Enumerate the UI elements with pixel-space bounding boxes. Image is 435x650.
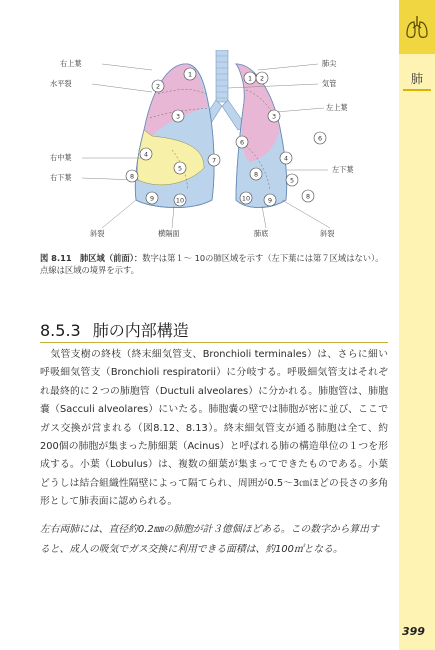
segment-number: 2 xyxy=(259,74,265,83)
segment-number: 3 xyxy=(271,112,277,121)
segment-number: 6 xyxy=(239,138,245,147)
page-number: 399 xyxy=(402,625,425,638)
segment-number: 4 xyxy=(143,150,149,159)
segment-number: 1 xyxy=(187,70,193,79)
tab-divider xyxy=(403,89,431,91)
segment-number: 10 xyxy=(175,196,185,205)
tab-cap xyxy=(399,0,435,54)
label-oblique-fissure-right: 斜裂 xyxy=(90,229,105,238)
segment-number: 2 xyxy=(155,82,161,91)
label-horizontal-fissure: 水平裂 xyxy=(50,79,72,88)
label-trachea: 気管 xyxy=(322,79,337,88)
body-paragraph xyxy=(40,346,388,512)
segment-number: 5 xyxy=(289,176,295,185)
label-apex: 肺尖 xyxy=(322,59,337,68)
note-paragraph xyxy=(40,520,388,560)
segment-number: 3 xyxy=(175,112,181,121)
segment-number: 9 xyxy=(267,196,273,205)
segment-number: 4 xyxy=(283,154,289,163)
segment-number: 6 xyxy=(317,134,323,143)
label-right-middle-lobe: 右中葉 xyxy=(50,153,72,162)
segment-number: 9 xyxy=(149,194,155,203)
figure-caption xyxy=(40,252,388,276)
label-diaphragmatic-surface: 横隔面 xyxy=(158,229,180,238)
label-lung-base: 肺底 xyxy=(254,229,269,238)
label-left-upper-lobe: 左上葉 xyxy=(326,103,348,112)
side-tab-label: 肺 xyxy=(410,72,423,86)
segment-number: 10 xyxy=(241,194,251,203)
side-tab xyxy=(399,0,435,650)
note-text: 左右両肺には、直径約0.2㎜の肺胞が計３億個ほどある。この数字から算出すると、成人の吸気でガス交換に利用できる面積は、約100㎡となる。 xyxy=(40,524,379,555)
label-right-upper-lobe: 右上葉 xyxy=(60,59,82,68)
segment-number: 1 xyxy=(247,74,253,83)
section-title xyxy=(40,318,189,341)
title-rule xyxy=(40,342,388,343)
body-text: 気管支樹の終枝（終末細気管支、Bronchioli terminales）は、さらに細い呼吸細気管支（Bronchioli respiratorii）に分岐する。呼吸細気管支はそれぞれ最終的に２つの肺胞管（Ductuli alveolares）に分かれる。肺胞管は、肺胞嚢（Sacculi alveolares）にいたる。肺胞嚢の壁では肺胞が密に並び、ここでガス交換が営まれる（図8.12、8.13）。終末細気管支が通る肺胞は全て、約200個の肺胞が集まった肺細葉（Acinus）と呼ばれる肺の構造単位の１つを形成する。小葉（Lobulus）は、複数の細葉が集まってできたものである。小葉どうしは結合組織性隔壁によって隔てられ、周囲が0.5～3㎝ほどの長さの多角形として肺表面に認められる。 xyxy=(40,349,388,508)
segment-number: 8 xyxy=(253,170,259,179)
section-heading: 肺の内部構造 xyxy=(92,321,189,340)
segment-number: 8 xyxy=(305,192,311,201)
lungs-icon xyxy=(403,13,431,41)
section-number: 8.5.3 xyxy=(40,321,81,340)
lung-segments-figure xyxy=(40,50,370,246)
label-right-lower-lobe: 右下葉 xyxy=(50,173,72,182)
segment-number: 5 xyxy=(177,164,183,173)
caption-head: 図 8.11 肺区域（前面）： xyxy=(40,253,143,263)
caption-text: 数字は第１～ 10の肺区域を示す（左下葉には第７区域はない）。点線は区域の境界を示す。 xyxy=(40,253,384,275)
segment-number: 8 xyxy=(129,172,135,181)
label-left-lower-lobe: 左下葉 xyxy=(332,165,354,174)
label-oblique-fissure-left: 斜裂 xyxy=(320,229,335,238)
segment-number: 7 xyxy=(211,156,217,165)
